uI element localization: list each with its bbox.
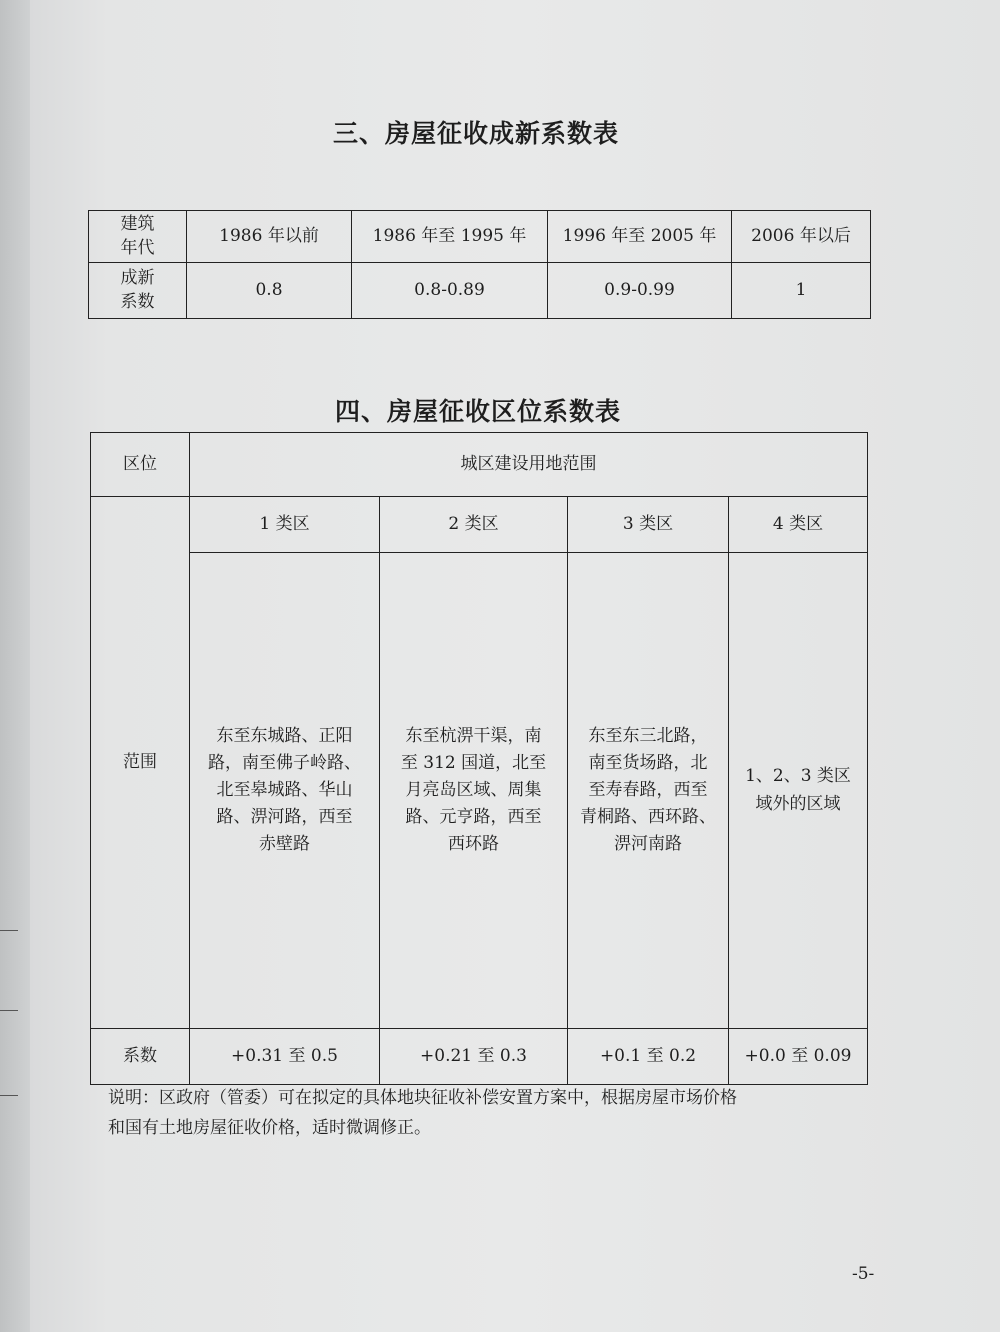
zone-coefficient-cell: +0.31 至 0.5 [190,1029,380,1085]
zone-header: 1 类区 [190,497,380,553]
zone-coefficient-cell: +0.21 至 0.3 [380,1029,568,1085]
section-four-title: 四、房屋征收区位系数表 [335,397,622,426]
location-coefficient-table [90,432,868,1085]
urban-land-range-header: 城区建设用地范围 [190,433,868,497]
page-number: -5- [852,1264,875,1284]
coefficient-cell: 1 [732,263,871,319]
period-cell: 1986 年以前 [187,211,352,263]
row-header-building-age: 建筑 年代 [89,211,187,263]
coefficient-cell: 0.8-0.89 [352,263,548,319]
period-cell: 1996 年至 2005 年 [548,211,732,263]
note-line: 说明：区政府（管委）可在拟定的具体地块征收补偿安置方案中，根据房屋市场价格 [108,1088,737,1108]
section-three-title: 三、房屋征收成新系数表 [333,119,620,148]
zone-range-cell: 东至东三北路， 南至货场路，北 至寿春路，西至 青桐路、西环路、 淠河南路 [568,553,729,1029]
coef-label: 系数 [91,1029,190,1085]
zone-range-cell: 东至杭淠干渠，南 至 312 国道，北至 月亮岛区域、周集 路、元亨路，西至 西环路 [380,553,568,1029]
zone-header: 3 类区 [568,497,729,553]
zone-header: 2 类区 [380,497,568,553]
depreciation-coefficient-table [88,210,871,319]
period-cell: 1986 年至 1995 年 [352,211,548,263]
period-cell: 2006 年以后 [732,211,871,263]
note-line: 和国有土地房屋征收价格，适时微调修正。 [108,1118,431,1138]
previous-page-edge [0,0,30,1332]
range-label: 范围 [91,497,190,1029]
explanatory-note [108,1083,868,1143]
zone-header: 4 类区 [729,497,868,553]
location-header: 区位 [91,433,190,497]
coefficient-cell: 0.9-0.99 [548,263,732,319]
zone-coefficient-cell: +0.1 至 0.2 [568,1029,729,1085]
zone-coefficient-cell: +0.0 至 0.09 [729,1029,868,1085]
zone-range-cell: 东至东城路、正阳 路，南至佛子岭路、 北至皋城路、华山 路、淠河路，西至 赤壁路 [190,553,380,1029]
coefficient-cell: 0.8 [187,263,352,319]
zone-range-cell: 1、2、3 类区 域外的区域 [729,553,868,1029]
row-header-coefficient: 成新 系数 [89,263,187,319]
